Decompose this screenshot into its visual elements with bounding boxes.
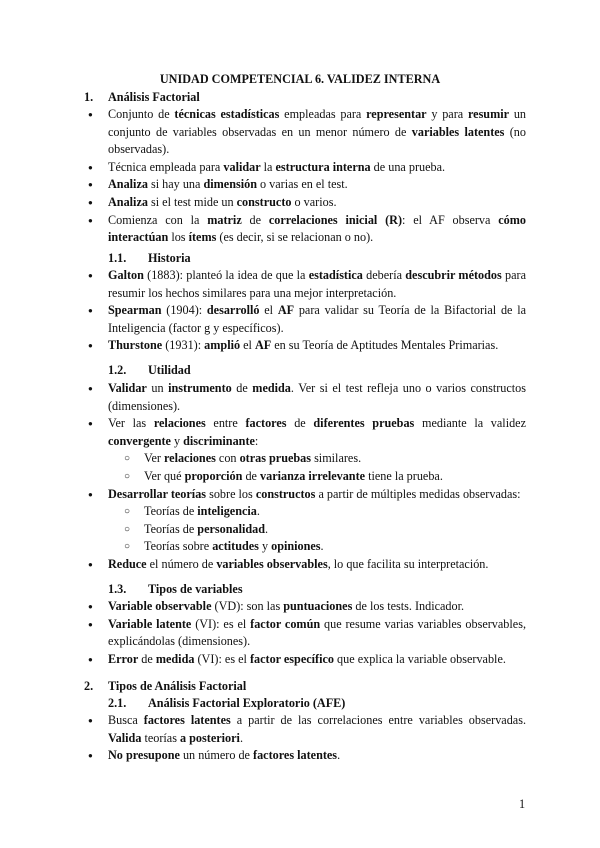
bold-text: descubrir métodos	[405, 268, 502, 282]
text-run: .	[256, 504, 260, 519]
bold-text: actitudes	[212, 539, 259, 554]
list-item	[84, 106, 526, 159]
bold-text: Variable observable	[108, 599, 212, 613]
bold-text: matriz	[207, 212, 242, 227]
bold-text: Validar	[108, 381, 147, 395]
bold-text: técnicas estadísticas	[174, 107, 280, 121]
bold-text: Valida	[108, 730, 142, 745]
bold-text: Analiza	[108, 177, 148, 192]
text-run: (VI): es el	[191, 616, 251, 631]
sub-list	[108, 450, 526, 485]
text-run: que resume varias variables observables, explicándolas (dimensiones).	[108, 616, 526, 649]
text-run: .	[337, 748, 341, 763]
text-run: . Ver si el test refleja uno o varios constructos (dimensiones).	[108, 381, 526, 413]
list-item	[84, 415, 526, 485]
list-item	[84, 616, 526, 651]
bold-text: estadística	[308, 268, 363, 282]
text-run: si el test mide un	[147, 194, 237, 209]
text-run: (1904):	[161, 303, 207, 318]
text-run: para resumir los hechos similares para una mejor interpretación.	[108, 268, 526, 300]
bold-text: factores latentes	[253, 748, 338, 763]
text-run: los	[168, 230, 189, 245]
text-run: que explica la variable observable.	[334, 651, 506, 666]
list-item	[84, 380, 526, 415]
bold-text: Desarrollar teorías	[108, 486, 207, 501]
bold-text: factores latentes	[143, 713, 231, 727]
text-run: y	[258, 539, 272, 554]
subsection-2-1-heading	[108, 695, 345, 713]
text-run: (no observadas).	[108, 124, 526, 157]
text-run: Ver qué	[144, 468, 185, 483]
bold-text: proporción	[184, 468, 243, 483]
text-run: la	[260, 159, 276, 174]
text-run: Conjunto de	[108, 107, 175, 121]
subsection-title: Análisis Factorial Exploratorio (AFE)	[148, 696, 346, 710]
list-item	[84, 267, 526, 302]
subsection-title: Historia	[148, 251, 191, 265]
bold-text: representar	[366, 107, 427, 121]
bold-text: variables observables	[216, 556, 328, 571]
text-run: a partir de las correlaciones entre variables observadas.	[230, 713, 526, 727]
bold-text: factor específico	[249, 651, 334, 666]
text-run: (1883): planteó la idea de que la	[143, 268, 309, 282]
text-run: el	[259, 303, 278, 318]
bold-text: factor común	[250, 616, 321, 631]
subsection-number: 1.2.	[108, 363, 127, 377]
subsection-1-2-heading	[108, 362, 191, 380]
list-item	[84, 712, 526, 747]
bold-text: desarrolló	[206, 303, 260, 318]
bold-text: convergente	[108, 433, 171, 448]
text-run: o varias en el test.	[256, 177, 348, 192]
text-run: entre	[205, 416, 246, 431]
list-item	[84, 651, 526, 669]
list-item	[84, 159, 526, 177]
bold-text: discriminante	[183, 433, 255, 448]
text-run: si hay una	[147, 177, 204, 192]
bold-text: Variable latente	[108, 616, 192, 631]
bold-text: amplió	[204, 338, 241, 353]
text-run: con	[215, 451, 240, 466]
text-run: teorías	[141, 730, 181, 745]
subsection-number: 1.1.	[108, 251, 127, 265]
bold-text: medida	[252, 381, 291, 395]
bold-text: factores	[245, 416, 287, 431]
bold-text: No presupone	[108, 748, 180, 763]
text-run: , lo que facilita su interpretación.	[327, 556, 489, 571]
bold-text: relaciones	[153, 416, 206, 431]
text-run: : el AF observa	[402, 212, 499, 227]
subsection-2-1-bullets	[84, 712, 526, 765]
text-run: Teorías sobre	[144, 539, 213, 554]
bold-text: relaciones	[163, 451, 216, 466]
text-run: Técnica empleada para	[108, 159, 224, 174]
bold-text: Galton	[108, 268, 144, 282]
text-run: en su Teoría de Aptitudes Mentales Primarias.	[271, 338, 499, 353]
bold-text: puntuaciones	[283, 599, 353, 613]
list-item-text	[108, 416, 526, 448]
section-title: Análisis Factorial	[108, 90, 200, 104]
bold-text: estructura interna	[275, 159, 371, 174]
text-run: de	[286, 416, 314, 431]
sub-list-item	[120, 450, 526, 468]
list-item	[84, 556, 526, 574]
subsection-1-2-bullets	[84, 380, 526, 574]
bold-text: Spearman	[108, 303, 162, 318]
subsection-1-3-heading	[108, 581, 243, 599]
text-run: Comienza con la	[108, 212, 208, 227]
section-1-bullets	[84, 106, 526, 247]
bold-text: personalidad	[197, 521, 266, 536]
bold-text: constructos	[255, 486, 316, 501]
text-run: tiene la prueba.	[365, 468, 443, 483]
bold-text: a posteriori	[180, 730, 240, 745]
bold-text: resumir	[467, 107, 510, 121]
bold-text: correlaciones inicial (R)	[268, 212, 403, 227]
text-run: Teorías de	[144, 504, 198, 519]
text-run: de	[138, 651, 156, 666]
section-2-heading	[84, 678, 246, 696]
text-run: Ver	[144, 451, 164, 466]
bold-text: AF	[277, 303, 295, 318]
bold-text: ítems	[188, 230, 217, 245]
text-run: para validar su Teoría de la Bifactorial de la Inteligencia (factor g y específicos).	[108, 303, 526, 335]
text-run: el número de	[146, 556, 217, 571]
text-run: Ver las	[108, 416, 154, 431]
list-item	[84, 212, 526, 247]
text-run: un conjunto de variables observadas en un menor número de	[108, 107, 527, 139]
subsection-number: 1.3.	[108, 582, 127, 596]
text-run: de los tests. Indicador.	[352, 599, 465, 613]
bold-text: validar	[223, 159, 261, 174]
section-number: 1.	[84, 90, 94, 104]
list-item-text	[108, 487, 521, 501]
text-run: y	[170, 433, 184, 448]
text-run: o varios.	[291, 194, 337, 209]
subsection-1-1-heading	[108, 250, 191, 268]
section-title: Tipos de Análisis Factorial	[108, 679, 247, 693]
sub-list-item	[120, 468, 526, 486]
bold-text: Thurstone	[108, 338, 163, 353]
text-run: (es decir, si se relacionan o no).	[216, 230, 374, 245]
text-run: Busca	[108, 713, 144, 727]
section-number: 2.	[84, 679, 94, 693]
text-run: de	[241, 212, 269, 227]
text-run: .	[320, 539, 324, 554]
text-run: .	[239, 730, 243, 745]
text-run: de	[242, 468, 261, 483]
subsection-title: Utilidad	[148, 363, 191, 377]
bold-text: Analiza	[108, 194, 148, 209]
text-run: similares.	[311, 451, 362, 466]
subsection-1-3-bullets	[84, 598, 526, 668]
page-number: 1	[519, 797, 526, 811]
subsection-title: Tipos de variables	[148, 582, 243, 596]
text-run: de	[231, 381, 253, 395]
bold-text: dimensión	[203, 177, 257, 192]
text-run: Teorías de	[144, 521, 198, 536]
list-item	[84, 337, 526, 355]
text-run: a partir de múltiples medidas observadas:	[315, 486, 521, 501]
bold-text: Error	[108, 651, 139, 666]
text-run: mediante la validez	[414, 416, 526, 431]
text-run: (VD): son las	[211, 599, 284, 613]
sub-list-item	[120, 538, 526, 556]
subsection-number: 2.1.	[108, 696, 127, 710]
text-run: .	[265, 521, 269, 536]
text-run: (VI): es el	[194, 651, 250, 666]
bold-text: constructo	[236, 194, 292, 209]
text-run: empleadas para	[279, 107, 367, 121]
bold-text: variables latentes	[411, 124, 505, 139]
bold-text: instrumento	[168, 381, 232, 395]
bold-text: opiniones	[271, 539, 321, 554]
sub-list-item	[120, 503, 526, 521]
text-run: sobre los	[206, 486, 256, 501]
list-item	[84, 598, 526, 616]
bold-text: cómo interactúan	[108, 212, 526, 245]
document-title: UNIDAD COMPETENCIAL 6. VALIDEZ INTERNA	[159, 72, 441, 86]
list-item	[84, 302, 526, 337]
bold-text: medida	[155, 651, 195, 666]
list-item	[84, 176, 526, 194]
text-run: un número de	[179, 748, 254, 763]
text-run: :	[254, 433, 259, 448]
bold-text: varianza irrelevante	[260, 468, 366, 483]
list-item	[84, 194, 526, 212]
bold-text: otras pruebas	[239, 451, 312, 466]
text-run: de una prueba.	[370, 159, 446, 174]
sub-list-item	[120, 521, 526, 539]
text-run: un	[146, 381, 169, 395]
section-1-heading	[84, 89, 200, 107]
bold-text: inteligencia	[197, 504, 257, 519]
text-run: debería	[362, 268, 406, 282]
bold-text: AF	[254, 338, 272, 353]
subsection-1-1-bullets	[84, 267, 526, 355]
list-item	[84, 747, 526, 765]
text-run: y para	[426, 107, 468, 121]
list-item	[84, 486, 526, 556]
sub-list	[108, 503, 526, 556]
bold-text: Reduce	[108, 556, 147, 571]
text-run: (1931):	[162, 338, 205, 353]
text-run: el	[240, 338, 255, 353]
bold-text: diferentes pruebas	[313, 416, 415, 431]
